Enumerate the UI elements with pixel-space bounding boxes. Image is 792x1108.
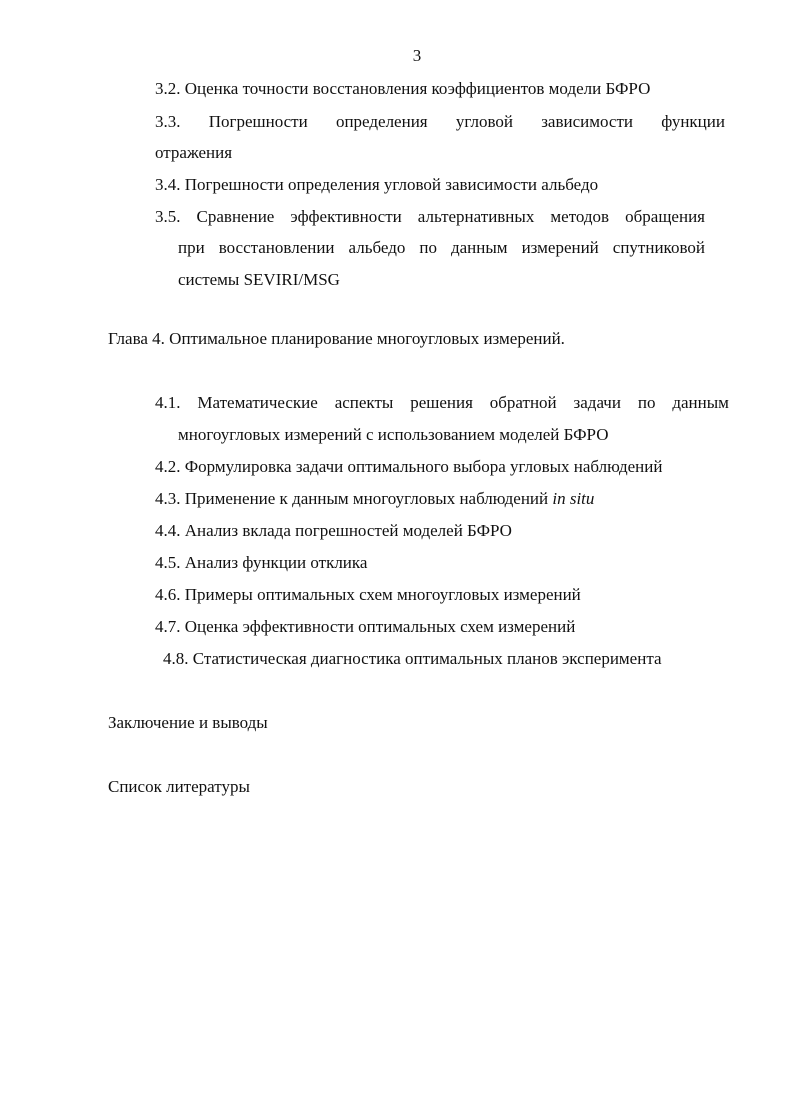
toc-word: измерений [521, 238, 599, 257]
toc-word: данным [450, 238, 508, 257]
conclusion-heading: Заключение и выводы [108, 713, 268, 732]
toc-word: данным [672, 393, 729, 412]
toc-word: при [178, 238, 205, 257]
toc-word: угловой [455, 112, 513, 131]
toc-item-4-4: 4.4. Анализ вклада погрешностей моделей БФРО [155, 521, 512, 540]
toc-word: функции [661, 112, 725, 131]
toc-item-3-5 [155, 207, 705, 227]
toc-word: спутниковой [612, 238, 705, 257]
toc-item-4-3-italic: in situ [552, 489, 595, 508]
toc-word: 3.3. [155, 112, 181, 131]
toc-item-3-2: 3.2. Оценка точности восстановления коэффициентов модели БФРО [155, 79, 651, 98]
toc-item-4-1-line-2: многоугловых измерений с использованием моделей БФРО [178, 425, 609, 444]
page-number: 3 [412, 46, 422, 65]
toc-word: альтернативных [417, 207, 535, 226]
toc-word: 3.5. [155, 207, 181, 226]
toc-word: Сравнение [196, 207, 275, 226]
toc-word: восстановлении [218, 238, 335, 257]
toc-word: обратной [489, 393, 557, 412]
toc-word: определения [335, 112, 428, 131]
toc-item-4-3-text: 4.3. Применение к данным многоугловых наблюдений [155, 489, 549, 508]
toc-item-3-3 [155, 112, 725, 132]
toc-item-4-6: 4.6. Примеры оптимальных схем многоугловых измерений [155, 585, 581, 604]
toc-word: задачи [573, 393, 621, 412]
toc-word: по [637, 393, 656, 412]
toc-word: Математические [197, 393, 318, 412]
toc-item-4-5: 4.5. Анализ функции отклика [155, 553, 368, 572]
toc-item-4-3 [155, 489, 594, 509]
toc-item-4-8: 4.8. Статистическая диагностика оптимальных планов эксперимента [163, 649, 662, 668]
toc-item-3-5-line-2 [178, 238, 705, 258]
toc-item-3-5-line-3: системы SEVIRI/MSG [178, 270, 340, 289]
chapter-4-title: Глава 4. Оптимальное планирование многоугловых измерений. [108, 329, 565, 348]
toc-item-4-7: 4.7. Оценка эффективности оптимальных схем измерений [155, 617, 576, 636]
toc-item-3-3-continuation: отражения [155, 143, 233, 162]
toc-word: аспекты [334, 393, 394, 412]
toc-word: зависимости [541, 112, 633, 131]
toc-word: альбедо [348, 238, 406, 257]
toc-item-4-1 [155, 393, 729, 413]
toc-word: по [419, 238, 437, 257]
toc-word: эффективности [290, 207, 402, 226]
toc-word: методов [550, 207, 610, 226]
references-heading: Список литературы [108, 777, 250, 796]
toc-word: обращения [625, 207, 705, 226]
toc-word: Погрешности [208, 112, 308, 131]
toc-word: 4.1. [155, 393, 181, 412]
toc-item-3-4: 3.4. Погрешности определения угловой зависимости альбедо [155, 175, 599, 194]
toc-item-4-2: 4.2. Формулировка задачи оптимального выбора угловых наблюдений [155, 457, 663, 476]
toc-word: решения [410, 393, 473, 412]
